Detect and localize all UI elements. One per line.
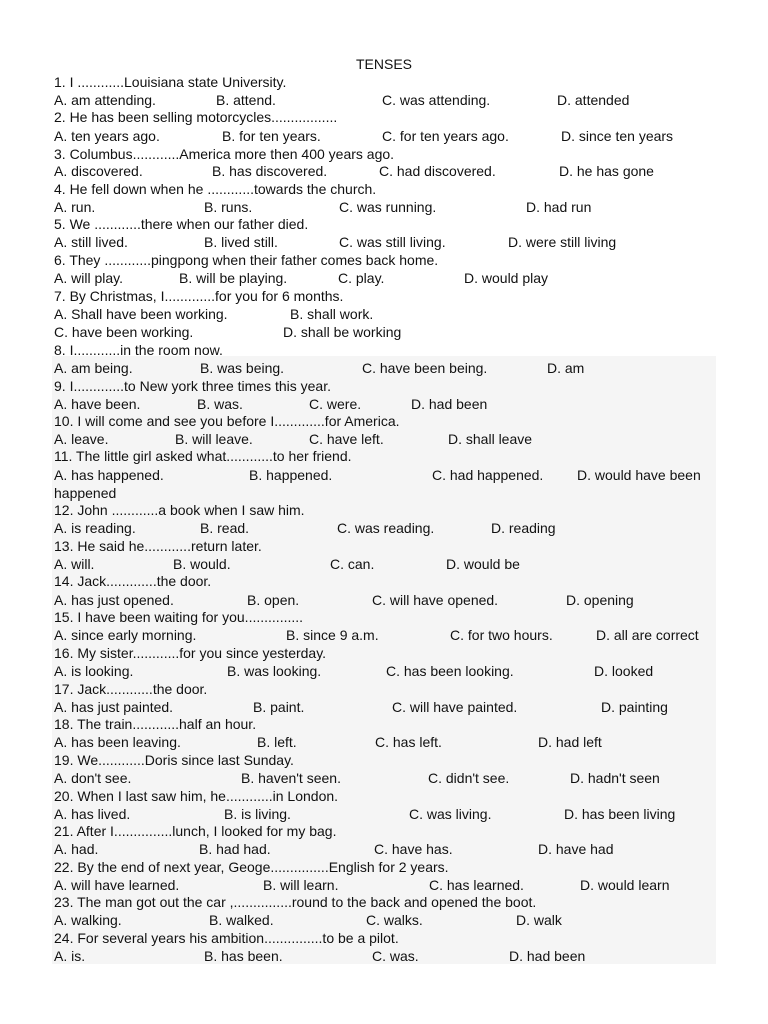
question-12: 12. John ............a book when I saw him. — [54, 502, 305, 518]
option-c[interactable]: C. was running. — [339, 199, 437, 215]
option-d[interactable]: D. hadn't seen — [570, 770, 660, 786]
option-b[interactable]: B. read. — [200, 520, 250, 536]
option-a[interactable]: A. Shall have been working. — [54, 306, 228, 322]
question-4-options — [54, 198, 716, 216]
option-a[interactable]: A. ten years ago. — [54, 128, 160, 144]
option-d[interactable]: D. shall leave — [448, 431, 533, 447]
option-d[interactable]: D. had left — [538, 734, 602, 750]
option-d[interactable]: D. would play — [464, 270, 549, 286]
question-24: 24. For several years his ambition...............to be a pilot. — [54, 930, 399, 946]
option-a[interactable]: A. am attending. — [54, 92, 156, 108]
question-21: 21. After I...............lunch, I looked for my bag. — [54, 823, 337, 839]
question-19: 19. We............Doris since last Sunday. — [54, 752, 294, 768]
option-c[interactable]: C. were. — [309, 396, 362, 412]
option-c[interactable]: C. have left. — [309, 431, 384, 447]
question-18: 18. The train............half an hour. — [54, 716, 257, 732]
question-22-options — [54, 876, 716, 894]
question-20-options — [54, 805, 716, 823]
option-c[interactable]: C. didn't see. — [428, 770, 510, 786]
question-10-options — [54, 430, 716, 448]
question-9-options — [54, 395, 716, 413]
question-13: 13. He said he............return later. — [54, 538, 262, 554]
option-d[interactable]: D. would be — [446, 556, 520, 572]
question-7-options — [54, 305, 716, 323]
option-d[interactable]: D. have had — [538, 841, 614, 857]
question-11-options-row-2 — [54, 484, 716, 502]
option-a[interactable]: A. has been leaving. — [54, 734, 181, 750]
question-1-options — [54, 91, 716, 109]
option-b[interactable]: B. has been. — [204, 948, 283, 964]
option-d[interactable]: D. shall be working — [283, 324, 402, 340]
question-17: 17. Jack............the door. — [54, 681, 208, 697]
option-c[interactable]: C. for ten years ago. — [382, 128, 509, 144]
question-13-options — [54, 555, 716, 573]
option-b[interactable]: B. haven't seen. — [241, 770, 341, 786]
option-d[interactable]: D. had run — [526, 199, 592, 215]
option-b[interactable]: B. shall work. — [290, 306, 374, 322]
question-16-options — [54, 662, 716, 680]
option-c[interactable]: C. was attending. — [382, 92, 491, 108]
question-20: 20. When I last saw him, he............in London. — [54, 788, 339, 804]
option-c[interactable]: C. was still living. — [339, 234, 446, 250]
option-b[interactable]: B. paint. — [253, 699, 305, 715]
question-6-options — [54, 269, 716, 287]
option-c[interactable]: C. will have painted. — [392, 699, 518, 715]
question-3: 3. Columbus............America more then 400 years ago. — [54, 146, 395, 162]
question-7: 7. By Christmas, I.............for you for 6 months. — [54, 288, 344, 304]
question-15: 15. I have been waiting for you............... — [54, 609, 304, 625]
option-c[interactable]: C. has been looking. — [386, 663, 514, 679]
option-a[interactable]: A. has lived. — [54, 806, 131, 822]
option-b[interactable]: B. lived still. — [204, 234, 278, 250]
option-d[interactable]: D. reading — [491, 520, 556, 536]
option-b[interactable]: B. happened. — [249, 467, 333, 483]
option-a[interactable]: A. since early morning. — [54, 627, 197, 643]
option-a[interactable]: A. have been. — [54, 396, 141, 412]
question-14-options — [54, 591, 716, 609]
option-d[interactable]: D. had been — [509, 948, 586, 964]
option-a[interactable]: A. still lived. — [54, 234, 128, 250]
option-a[interactable]: A. has just opened. — [54, 592, 174, 608]
option-d[interactable]: D. would learn — [580, 877, 670, 893]
option-d[interactable]: D. since ten years — [561, 128, 674, 144]
option-b[interactable]: B. would. — [173, 556, 231, 572]
question-8: 8. I............in the room now. — [54, 342, 223, 358]
option-d[interactable]: D. attended — [557, 92, 630, 108]
option-b[interactable]: B. will learn. — [263, 877, 339, 893]
question-4: 4. He fell down when he ............towards the church. — [54, 181, 377, 197]
option-b[interactable]: B. has discovered. — [212, 163, 328, 179]
option-a[interactable]: A. is reading. — [54, 520, 136, 536]
option-a[interactable]: A. am being. — [54, 360, 133, 376]
option-d[interactable]: D. painting — [601, 699, 668, 715]
option-c[interactable]: C. was. — [372, 948, 419, 964]
question-8-options — [54, 359, 716, 377]
option-d[interactable]: D. looked — [594, 663, 654, 679]
option-b[interactable]: B. was being. — [200, 360, 285, 376]
page-title: TENSES — [355, 56, 412, 72]
option-d[interactable]: D. he has gone — [559, 163, 654, 179]
question-12-options — [54, 519, 716, 537]
option-b[interactable]: B. walked. — [209, 912, 274, 928]
question-11-options — [54, 466, 716, 484]
option-d[interactable]: D. all are correct — [596, 627, 699, 643]
question-2: 2. He has been selling motorcycles................. — [54, 109, 338, 125]
question-22: 22. By the end of next year, Geoge...............English for 2 years. — [54, 859, 449, 875]
option-d[interactable]: D. am — [547, 360, 585, 376]
question-3-options — [54, 162, 716, 180]
option-a[interactable]: A. is. — [54, 948, 86, 964]
option-b[interactable]: B. open. — [247, 592, 300, 608]
option-a[interactable]: A. is looking. — [54, 663, 134, 679]
question-19-options — [54, 769, 716, 787]
option-b[interactable]: B. will be playing. — [179, 270, 288, 286]
option-b[interactable]: B. runs. — [204, 199, 253, 215]
option-a[interactable]: A. has happened. — [54, 467, 164, 483]
question-18-options — [54, 733, 716, 751]
option-d[interactable]: D. would have been — [577, 467, 701, 483]
option-c[interactable]: C. had discovered. — [379, 163, 496, 179]
question-7-options-row-2 — [54, 323, 716, 341]
question-9: 9. I.............to New york three times this year. — [54, 378, 331, 394]
question-5-options — [54, 233, 716, 251]
option-c[interactable]: C. has left. — [375, 734, 442, 750]
option-a[interactable]: A. will have learned. — [54, 877, 180, 893]
question-23-options — [54, 911, 716, 929]
option-b[interactable]: B. was looking. — [227, 663, 322, 679]
option-c[interactable]: C. walks. — [366, 912, 423, 928]
option-d[interactable]: D. has been living — [564, 806, 676, 822]
option-d[interactable]: D. walk — [516, 912, 562, 928]
question-6: 6. They ............pingpong when their father comes back home. — [54, 252, 439, 268]
option-c[interactable]: C. have been being. — [362, 360, 488, 376]
option-a[interactable]: A. walking. — [54, 912, 122, 928]
option-d[interactable]: D. opening — [566, 592, 634, 608]
option-a[interactable]: A. don't see. — [54, 770, 132, 786]
option-b[interactable]: B. had had. — [199, 841, 271, 857]
question-24-options — [54, 947, 716, 965]
option-b[interactable]: B. for ten years. — [222, 128, 321, 144]
option-b[interactable]: B. since 9 a.m. — [286, 627, 379, 643]
option-c[interactable]: C. have has. — [374, 841, 453, 857]
option-c[interactable]: C. can. — [330, 556, 375, 572]
question-17-options — [54, 698, 716, 716]
option-b[interactable]: B. was. — [197, 396, 243, 412]
option-a[interactable]: A. run. — [54, 199, 96, 215]
option-b[interactable]: B. will leave. — [175, 431, 253, 447]
question-16: 16. My sister............for you since yesterday. — [54, 645, 327, 661]
option-c[interactable]: C. had happened. — [432, 467, 544, 483]
option-c[interactable]: C. play. — [338, 270, 385, 286]
option-d-continued[interactable]: happened — [54, 485, 117, 501]
question-10: 10. I will come and see you before I.............for America. — [54, 413, 400, 429]
option-a[interactable]: A. will. — [54, 556, 95, 572]
question-23: 23. The man got out the car ,...............round to the back and opened the boot. — [54, 894, 537, 910]
question-11: 11. The little girl asked what............to her friend. — [54, 448, 352, 464]
question-5: 5. We ............there when our father died. — [54, 216, 309, 232]
option-a[interactable]: A. leave. — [54, 431, 109, 447]
option-b[interactable]: B. left. — [257, 734, 297, 750]
option-d[interactable]: D. were still living — [508, 234, 617, 250]
option-c[interactable]: C. have been working. — [54, 324, 194, 340]
option-c[interactable]: C. was reading. — [337, 520, 435, 536]
option-c[interactable]: C. will have opened. — [372, 592, 499, 608]
option-c[interactable]: C. was living. — [409, 806, 492, 822]
question-21-options — [54, 840, 716, 858]
option-b[interactable]: B. is living. — [224, 806, 291, 822]
option-b[interactable]: B. attend. — [216, 92, 276, 108]
question-15-options — [54, 626, 716, 644]
question-14: 14. Jack.............the door. — [54, 573, 212, 589]
option-a[interactable]: A. has just painted. — [54, 699, 174, 715]
option-a[interactable]: A. discovered. — [54, 163, 143, 179]
option-a[interactable]: A. will play. — [54, 270, 123, 286]
question-2-options — [54, 127, 716, 145]
option-a[interactable]: A. had. — [54, 841, 99, 857]
option-d[interactable]: D. had been — [411, 396, 488, 412]
question-1: 1. I ............Louisiana state University. — [54, 74, 287, 90]
option-c[interactable]: C. for two hours. — [450, 627, 553, 643]
option-c[interactable]: C. has learned. — [429, 877, 524, 893]
